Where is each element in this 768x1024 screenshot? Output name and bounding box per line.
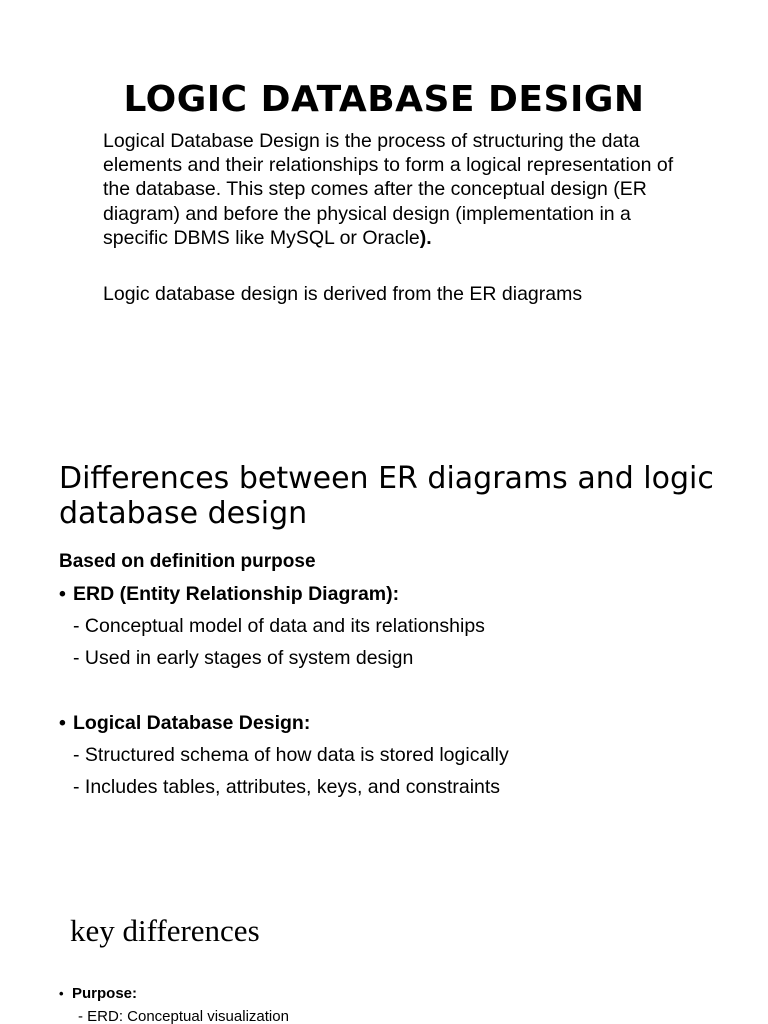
- key-difference-item: [59, 982, 289, 1005]
- intro-derived-note: Logic database design is derived from the ER diagrams: [103, 283, 583, 305]
- ldd-heading: [59, 707, 509, 739]
- intro-paragraph: [103, 129, 683, 250]
- intro-paragraph-text: Logical Database Design is the process of structuring the data elements and their relationships to form a logical representation of the database. This step comes after the conceptual design (ER diagram) and before the physical design (implementation in a specific DBMS like MySQL or Oracle: [103, 130, 674, 249]
- bullet-marker: •: [59, 986, 64, 1001]
- key-differences-heading: key differences: [70, 913, 260, 948]
- bullet-marker: •: [59, 712, 66, 734]
- differences-basis: Based on definition purpose: [59, 551, 316, 572]
- ldd-point: - Structured schema of how data is stored logically: [73, 744, 509, 766]
- erd-point: - Conceptual model of data and its relationships: [73, 615, 485, 637]
- erd-label: ERD (Entity Relationship Diagram):: [73, 583, 400, 605]
- erd-point: - Used in early stages of system design: [73, 647, 414, 669]
- key-difference-label: Purpose:: [72, 985, 138, 1002]
- bullet-marker: •: [59, 583, 66, 605]
- erd-group: [59, 578, 485, 674]
- ldd-group: [59, 707, 509, 803]
- key-difference-point: - ERD: Conceptual visualization: [78, 1008, 289, 1024]
- ldd-point: - Includes tables, attributes, keys, and constraints: [73, 776, 501, 798]
- key-differences-list: [59, 982, 289, 1024]
- erd-heading: [59, 578, 485, 610]
- intro-paragraph-tail: ).: [419, 226, 432, 249]
- ldd-label: Logical Database Design:: [73, 712, 311, 734]
- differences-heading: Differences between ER diagrams and logic database design: [59, 461, 714, 531]
- page-title: LOGIC DATABASE DESIGN: [123, 79, 645, 120]
